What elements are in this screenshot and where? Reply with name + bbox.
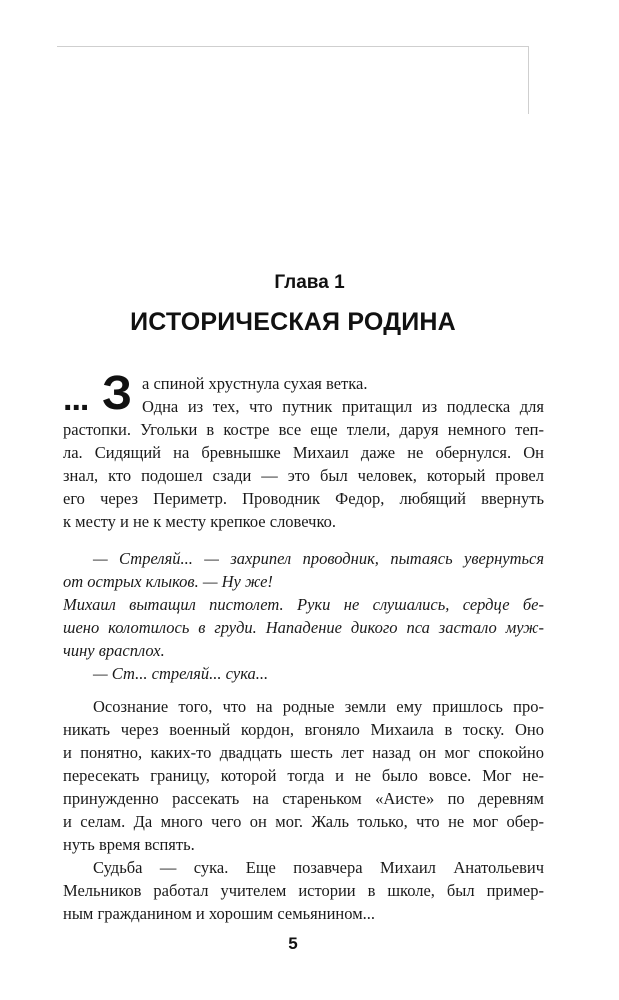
paragraph-2-line: нуть время вспять. <box>63 835 195 854</box>
chapter-title: ИСТОРИЧЕСКАЯ РОДИНА <box>130 308 456 336</box>
paragraph-2-line: никать через военный кордон, вгоняло Михаила в тоску. Оно <box>63 720 544 739</box>
paragraph-1-line: ла. Сидящий на бревнышке Михаил даже не обернулся. Он <box>63 443 544 462</box>
paragraph-2-line: Осознание того, что на родные земли ему пришлось про- <box>93 697 544 716</box>
paragraph-1-line: знал, кто подошел сзади — это был человек, который провел <box>63 466 544 485</box>
paragraph-1-line: а спиной хрустнула сухая ветка. <box>142 374 368 393</box>
crop-mark-vertical <box>528 46 529 114</box>
italic-dialogue-line: — Ст... стреляй... сука... <box>93 664 269 683</box>
paragraph-3-line: Мельников работал учителем истории в школе, был пример- <box>63 881 544 900</box>
paragraph-2-line: принужденно рассекать на стареньком «Аисте» по деревням <box>63 789 544 808</box>
italic-dialogue-line: от острых клыков. — Ну же! <box>63 572 273 591</box>
paragraph-2-line: пересекать границу, которой тогда и не было вовсе. Мог не- <box>63 766 544 785</box>
paragraph-2-line: и селам. Да много чего он мог. Жаль только, что не мог обер- <box>63 812 544 831</box>
chapter-number: Глава 1 <box>274 272 345 293</box>
paragraph-3-line: ным гражданином и хорошим семьянином... <box>63 904 376 923</box>
paragraph-1-line: его через Периметр. Проводник Федор, любящий ввернуть <box>63 489 544 508</box>
page-number: 5 <box>288 934 298 953</box>
crop-mark-horizontal <box>57 46 529 47</box>
dropcap-ellipsis: ... <box>63 380 89 418</box>
italic-dialogue-line: шено колотилось в груди. Нападение дикого пса застало муж- <box>63 618 544 637</box>
dropcap-letter: З <box>102 367 133 420</box>
paragraph-1-line: растопки. Угольки в костре все еще тлели, даруя немного теп- <box>63 420 544 439</box>
paragraph-1-line: к месту и не к месту крепкое словечко. <box>63 512 337 531</box>
italic-dialogue-line: Михаил вытащил пистолет. Руки не слушались, сердце бе- <box>63 595 544 614</box>
paragraph-3-line: Судьба — сука. Еще позавчера Михаил Анатольевич <box>93 858 544 877</box>
paragraph-2-line: и понятно, каких-то двадцать шесть лет назад он мог спокойно <box>63 743 544 762</box>
paragraph-1-line: Одна из тех, что путник притащил из подлеска для <box>142 397 544 416</box>
italic-dialogue-line: — Стреляй... — захрипел проводник, пытаясь увернуться <box>93 549 544 568</box>
italic-dialogue-line: чину врасплох. <box>63 641 165 660</box>
